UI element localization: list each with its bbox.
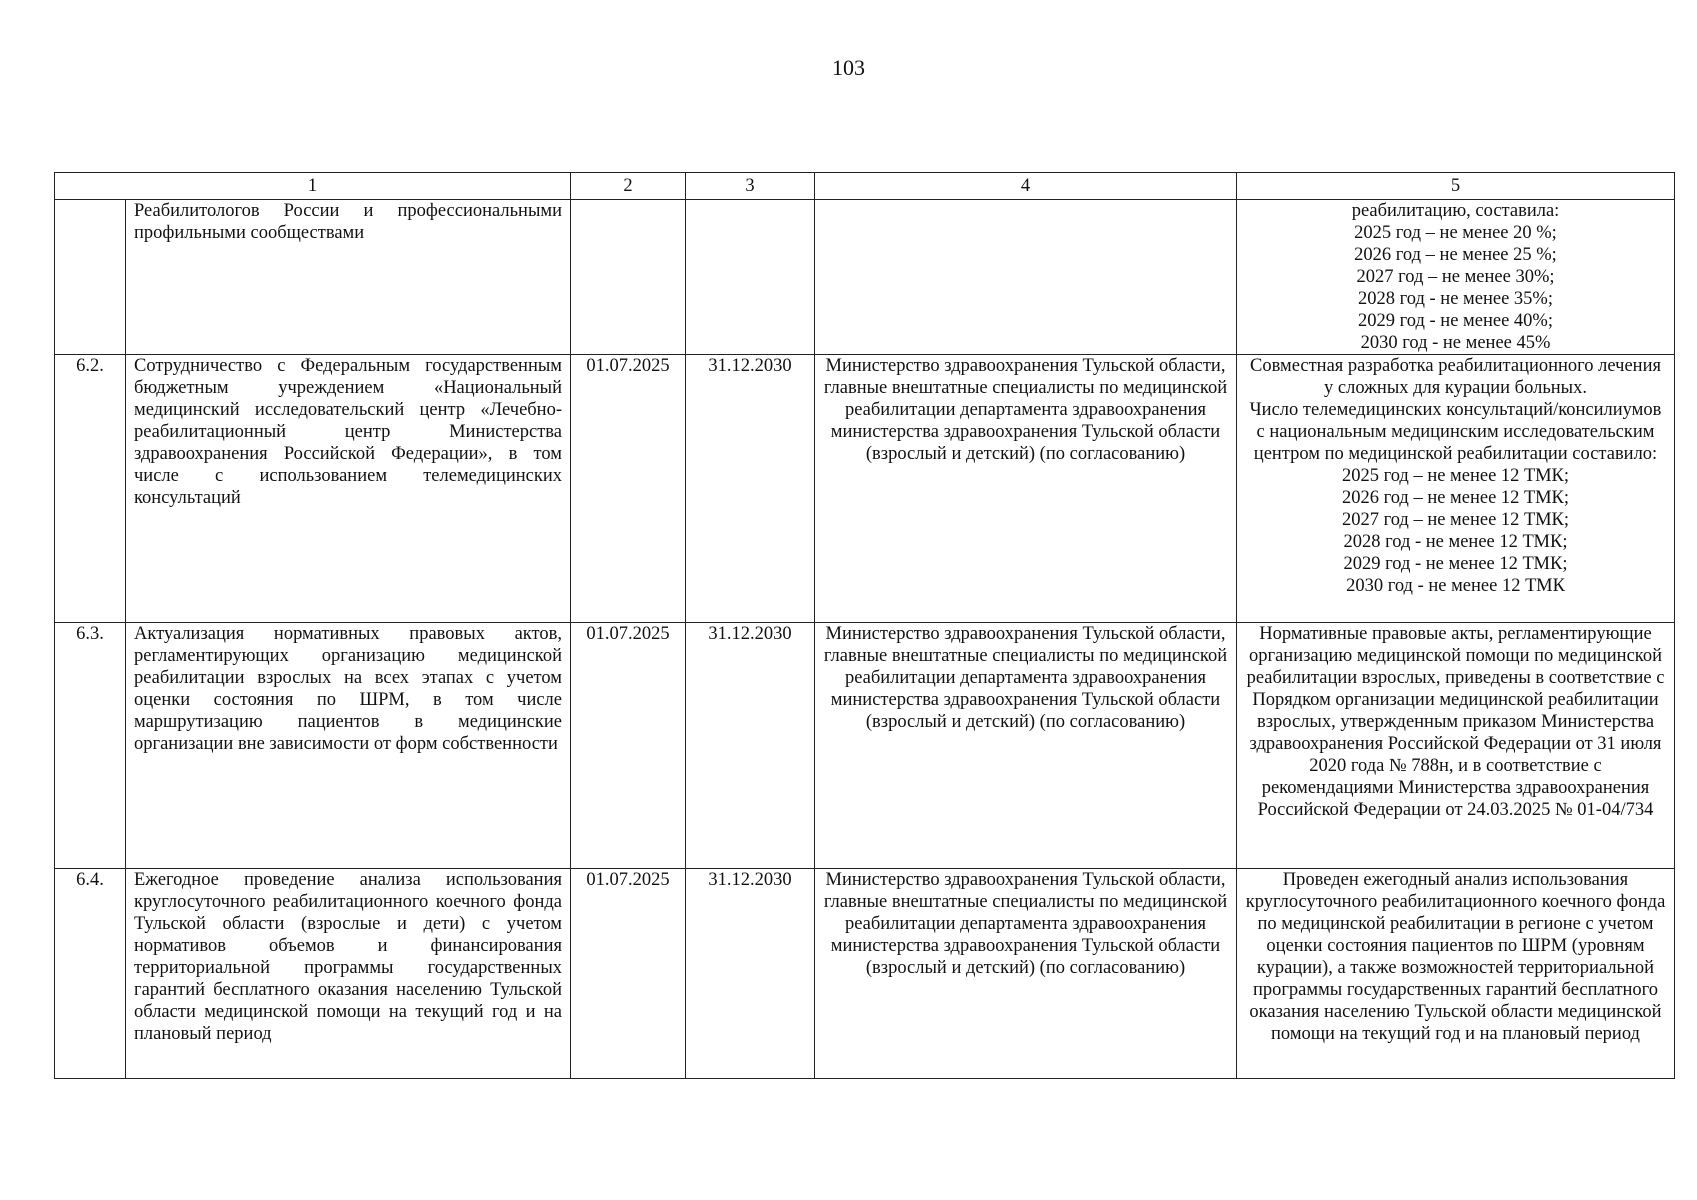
- row-number: 6.3.: [55, 623, 126, 869]
- result-line: 2025 год – не менее 12 ТМК;: [1341, 466, 1570, 486]
- table-row: [55, 623, 1675, 869]
- result-line: Нормативные правовые акты, регламентирующие организацию медицинской помощи по медицинской реабилитации взрослых, приведены в соответствие с Порядком организации медицинской реабилитации взрослых, утвержденным приказом Министерства здравоохранения Российской Федерации от 31 июля 2020 года № 788н, и в соответствие с рекомендациями Министерства здравоохранения Российской Федерации от 24.03.2025 № 01-04/734: [1246, 624, 1665, 820]
- measure-description: Актуализация нормативных правовых актов, регламентирующих организацию медицинской реабилитации взрослых на всех этапах с учетом оценки состояния по ШРМ, в том числе маршрутизацию пациентов в медицинские организации вне зависимости от форм собственности: [126, 623, 571, 869]
- measure-description: Сотрудничество с Федеральным государственным бюджетным учреждением «Национальный медицинский исследовательский центр «Лечебно-реабилитационный центр Министерства здравоохранения Российской Федерации», в том числе с использованием телемедицинских консультаций: [126, 355, 571, 623]
- table-row: [55, 355, 1675, 623]
- result-line: Проведен ежегодный анализ использования круглосуточного реабилитационного коечного фонда по медицинской реабилитации в регионе с учетом оценки состояния пациентов по ШРМ (уровням курации), а также возможностей территориальной программы государственных гарантий бесплатного оказания населению Тульской области медицинской помощи на текущий год и на плановый период: [1245, 870, 1666, 1044]
- expected-result: [1237, 200, 1675, 355]
- result-line: 2025 год – не менее 20 %;: [1354, 223, 1557, 243]
- result-line: Совместная разработка реабилитационного лечения у сложных для курации больных.: [1250, 356, 1661, 398]
- measures-table: [54, 172, 1675, 1079]
- result-line: 2027 год – не менее 30%;: [1356, 267, 1555, 287]
- end-date: 31.12.2030: [686, 869, 815, 1079]
- measure-description: Ежегодное проведение анализа использования круглосуточного реабилитационного коечного фонда Тульской области (взрослые и дети) с учетом нормативов объемов и финансирования территориальной программы государственных гарантий бесплатного оказания населению Тульской области медицинской помощи на текущий год и на плановый период: [126, 869, 571, 1079]
- result-line: реабилитацию, составила:: [1351, 201, 1560, 221]
- result-line: 2029 год - не менее 12 ТМК;: [1343, 554, 1568, 574]
- result-line: 2029 год - не менее 40%;: [1358, 311, 1553, 331]
- expected-result: [1237, 869, 1675, 1079]
- responsible-executor: [815, 200, 1237, 355]
- expected-result: [1237, 355, 1675, 623]
- header-cell: 3: [686, 173, 815, 200]
- result-line: 2026 год – не менее 12 ТМК;: [1341, 488, 1570, 508]
- result-line: 2026 год – не менее 25 %;: [1354, 245, 1557, 265]
- responsible-executor: Министерство здравоохранения Тульской области, главные внештатные специалисты по медицинской реабилитации департамента здравоохранения министерства здравоохранения Тульской области (взрослый и детский) (по согласованию): [815, 623, 1237, 869]
- end-date: 31.12.2030: [686, 355, 815, 623]
- start-date: [571, 200, 686, 355]
- result-line: 2027 год – не менее 12 ТМК;: [1341, 510, 1570, 530]
- expected-result: [1237, 623, 1675, 869]
- row-number: 6.4.: [55, 869, 126, 1079]
- start-date: 01.07.2025: [571, 355, 686, 623]
- header-cell: 5: [1237, 173, 1675, 200]
- end-date: 31.12.2030: [686, 623, 815, 869]
- table-row: [55, 869, 1675, 1079]
- responsible-executor: Министерство здравоохранения Тульской области, главные внештатные специалисты по медицинской реабилитации департамента здравоохранения министерства здравоохранения Тульской области (взрослый и детский) (по согласованию): [815, 869, 1237, 1079]
- result-line: 2030 год - не менее 45%: [1360, 333, 1551, 353]
- table-row: [55, 200, 1675, 355]
- page-number: 103: [832, 55, 865, 80]
- header-cell: 1: [55, 173, 571, 200]
- table-header-row: [55, 173, 1675, 200]
- row-number: [55, 200, 126, 355]
- row-number: 6.2.: [55, 355, 126, 623]
- start-date: 01.07.2025: [571, 869, 686, 1079]
- header-cell: 4: [815, 173, 1237, 200]
- responsible-executor: Министерство здравоохранения Тульской области, главные внештатные специалисты по медицинской реабилитации департамента здравоохранения министерства здравоохранения Тульской области (взрослый и детский) (по согласованию): [815, 355, 1237, 623]
- end-date: [686, 200, 815, 355]
- result-line: 2028 год - не менее 35%;: [1358, 289, 1553, 309]
- result-line: 2030 год - не менее 12 ТМК: [1346, 576, 1565, 596]
- measure-description: Реабилитологов России и профессиональными профильными сообществами: [126, 200, 571, 355]
- result-line: 2028 год - не менее 12 ТМК;: [1343, 532, 1568, 552]
- result-line: Число телемедицинских консультаций/консилиумов с национальным медицинским исследовательским центром по медицинской реабилитации составило:: [1249, 400, 1662, 464]
- header-cell: 2: [571, 173, 686, 200]
- start-date: 01.07.2025: [571, 623, 686, 869]
